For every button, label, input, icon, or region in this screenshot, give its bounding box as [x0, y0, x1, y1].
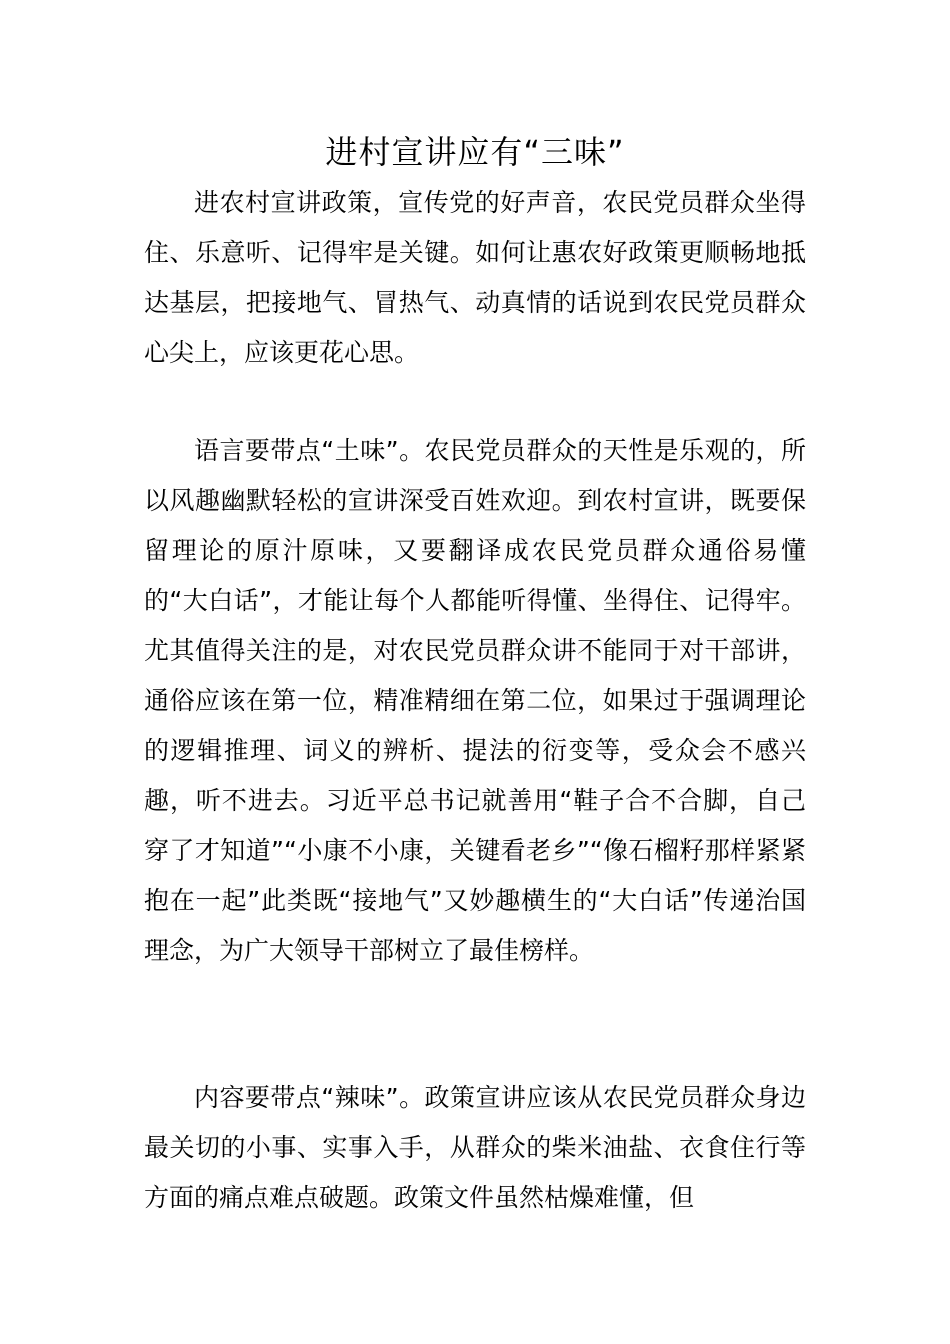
paragraph-language-tuwei: 语言要带点“土味”。农民党员群众的天性是乐观的，所以风趣幽默轻松的宣讲深受百姓欢迎。到农村宣讲，既要保留理论的原汁原味，又要翻译成农民党员群众通俗易懂的“大白话”，才能让每个人都能听得懂、坐得住、记得牢。尤其值得关注的是，对农民党员群众讲不能同于对干部讲，通俗应该在第一位，精准精细在第二位，如果过于强调理论的逻辑推理、词义的辨析、提法的衍变等，受众会不感兴趣，听不进去。习近平总书记就善用“鞋子合不合脚，自己穿了才知道”“小康不小康，关键看老乡”“像石榴籽那样紧紧抱在一起”此类既“接地气”又妙趣横生的“大白话”传递治国理念，为广大领导干部树立了最佳榜样。 [144, 436, 806, 965]
paragraph-intro: 进农村宣讲政策，宣传党的好声音，农民党员群众坐得住、乐意听、记得牢是关键。如何让惠农好政策更顺畅地抵达基层，把接地气、冒热气、动真情的话说到农民党员群众心尖上，应该更花心思。 [144, 188, 806, 367]
paragraph-content-lawei: 内容要带点“辣味”。政策宣讲应该从农民党员群众身边最关切的小事、实事入手，从群众的柴米油盐、衣食住行等方面的痛点难点破题。政策文件虽然枯燥难懂，但 [144, 1083, 806, 1212]
document-title: 进村宣讲应有“三味” [325, 133, 625, 171]
